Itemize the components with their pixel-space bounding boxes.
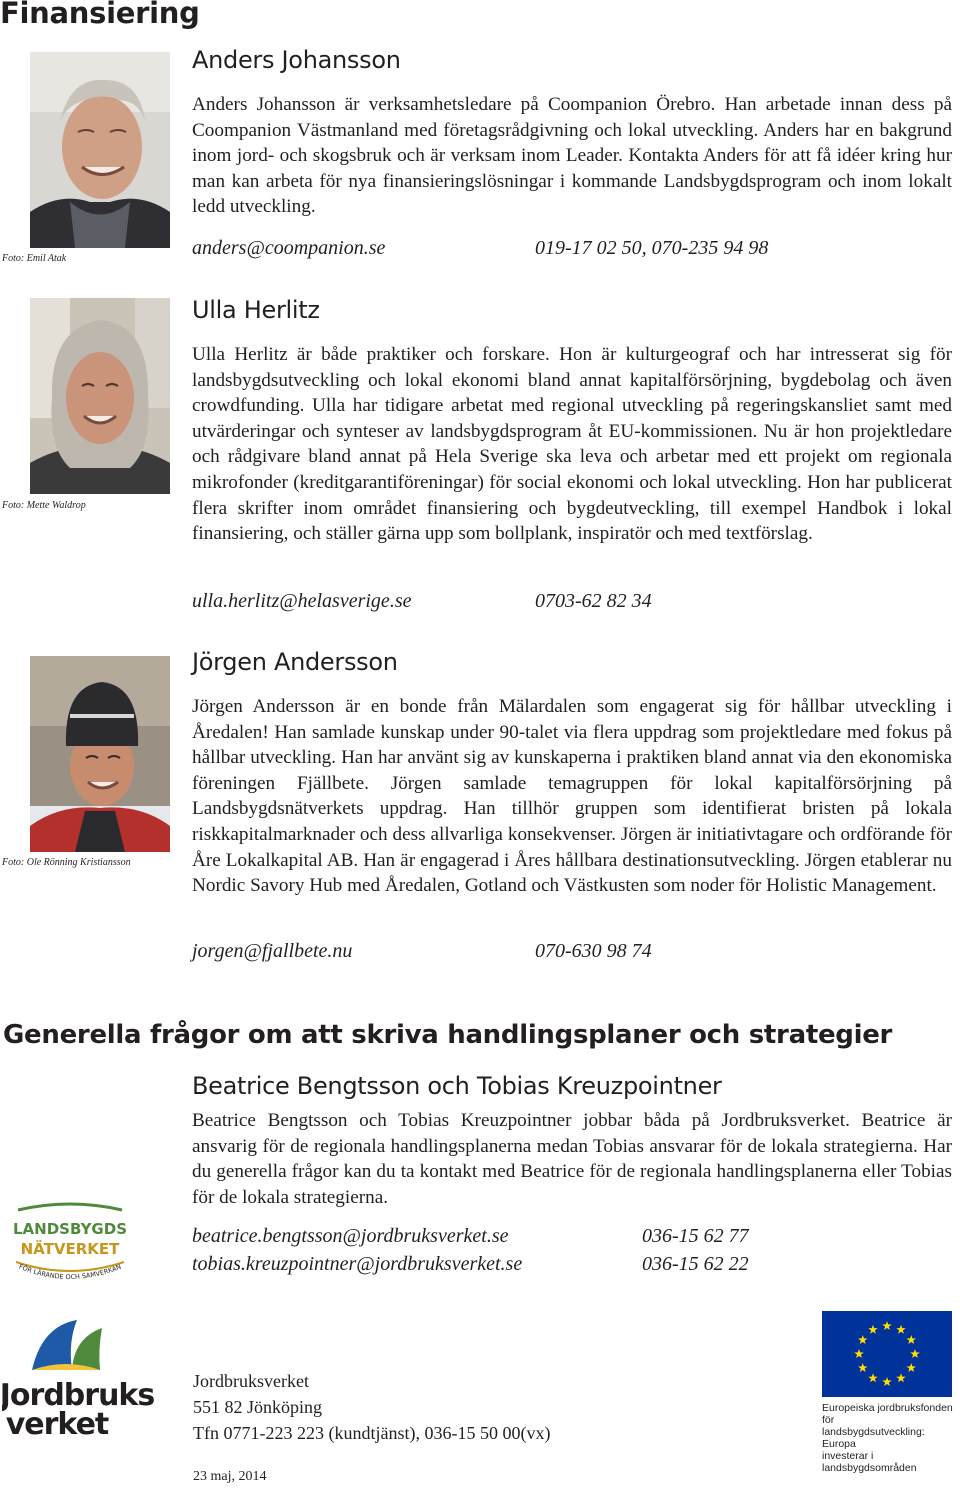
logo-wordmark-line1: Jordbruks xyxy=(2,1378,155,1413)
logo-wordmark-line2: verket xyxy=(5,1407,109,1440)
photo-anders-johansson xyxy=(30,52,170,248)
person-name: Ulla Herlitz xyxy=(192,296,320,324)
phone-number: 036-15 62 22 xyxy=(642,1253,749,1275)
email-link[interactable]: ulla.herlitz@helasverige.se xyxy=(192,590,412,612)
email-link[interactable]: jorgen@fjallbete.nu xyxy=(192,940,353,962)
logo-text-line1: LANDSBYGDS xyxy=(12,1220,128,1238)
portrait-illustration xyxy=(30,52,170,248)
eu-flag xyxy=(822,1311,952,1397)
document-date: 23 maj, 2014 xyxy=(193,1469,267,1484)
logo-text-line2: NÄTVERKET xyxy=(20,1240,120,1258)
photo-jorgen-andersson xyxy=(30,656,170,852)
footer-phone: Tfn 0771-223 223 (kundtjänst), 036-15 50 00(vx) xyxy=(193,1423,551,1443)
person-name: Beatrice Bengtsson och Tobias Kreuzpointner xyxy=(192,1072,722,1100)
photo-ulla-herlitz xyxy=(30,298,170,494)
eu-fund-text xyxy=(822,1402,958,1474)
footer-address xyxy=(193,1368,550,1446)
jordbruksverket-logo xyxy=(2,1318,157,1440)
eu-text-line: Europeiska jordbruksfonden för xyxy=(822,1402,953,1426)
portrait-illustration xyxy=(30,656,170,852)
person-bio: Ulla Herlitz är både praktiker och forskare. Hon är kulturgeograf och har intresserat sig för landsbygdsutveckling och lokal ekonomi bland annat kapitalförsörjning, bygdebolag och även crowdfunding. Ulla har tidigare arbetat med regional utveckling på regeringskansliet samt med utvärderingar och synteser av landsbygdsprogram åt EU-kommissionen. Nu är hon projektledare och rådgivare bland annat på Hela Sverige ska leva och arbetar med ett projekt om regionala mikrofonder (kreditgarantiföreningar) för social ekonomi och lokal utveckling. Hon har publicerat flera skrifter inom området finansiering och bygdeutveckling, till exempel Handbok i lokal finansiering, och ställer gärna upp som bollplank, inspiratör och med textförslag. xyxy=(192,344,952,545)
portrait-illustration xyxy=(30,298,170,494)
person-name: Jörgen Andersson xyxy=(192,648,398,676)
section-title-generella: Generella frågor om att skriva handlingsplaner och strategier xyxy=(3,1020,893,1050)
section-title-finansiering: Finansiering xyxy=(0,0,200,30)
email-link[interactable]: beatrice.bengtsson@jordbruksverket.se xyxy=(192,1225,509,1247)
person-name: Anders Johansson xyxy=(192,46,401,74)
footer-org: Jordbruksverket xyxy=(193,1371,309,1391)
footer-postal: 551 82 Jönköping xyxy=(193,1397,323,1417)
phone-number: 0703-62 82 34 xyxy=(535,590,652,612)
photo-credit: Foto: Ole Rönning Kristiansson xyxy=(2,857,131,868)
landsbygdsnatverket-logo xyxy=(8,1202,133,1292)
photo-credit: Foto: Mette Waldrop xyxy=(2,500,86,511)
eu-text-line: investerar i landsbygdsområden xyxy=(822,1450,917,1474)
person-bio: Anders Johansson är verksamhetsledare på Coompanion Örebro. Han arbetade innan dess på Coompanion Västmanland med företagsrådgivning och lokal utveckling. Anders har en bakgrund inom jord- och skogsbruk och är verksam inom Leader. Kontakta Anders för att få idéer kring hur man kan arbeta för nya finansieringslösningar i kommande Landsbygdsprogram och inom lokalt ledd utveckling. xyxy=(192,94,952,218)
person-bio: Jörgen Andersson är en bonde från Mälardalen som engagerat sig för hållbar utveckling i Åredalen! Han samlade kunskap under 90-talet via flera uppdrag som projektledare med fokus på hållbar utveckling. Han har använt sig av kunskaperna i praktiken bland annat via den ekonomiska föreningen Fjällbete. Jörgen samlade temagruppen för lokal kapitalförsörjning på Landsbygdsnätverkets uppdrag. Han tillhör gruppen som identifierat bristen på lokala riskkapitalmarknader och dess allvarliga konsekvenser. Jörgen är initiativtagare och ordförande för Åre Lokalkapital AB. Han är engagerad i Åres hållbara destinationsutveckling. Jörgen etablerar nu Nordic Savory Hub med Åredalen, Gotland och Västkusten som noder för Holistic Management. xyxy=(192,696,952,897)
phone-number: 019-17 02 50, 070-235 94 98 xyxy=(535,237,769,259)
phone-number: 036-15 62 77 xyxy=(642,1225,749,1247)
email-link[interactable]: anders@coompanion.se xyxy=(192,237,386,259)
logo-tagline: FÖR LÄRANDE OCH SAMVERKAN xyxy=(17,1262,123,1282)
phone-number: 070-630 98 74 xyxy=(535,940,652,962)
photo-credit: Foto: Emil Atak xyxy=(2,253,67,264)
email-link[interactable]: tobias.kreuzpointner@jordbruksverket.se xyxy=(192,1253,523,1275)
person-bio: Beatrice Bengtsson och Tobias Kreuzpointner jobbar båda på Jordbruksverket. Beatrice är ansvarig för de regionala handlingsplanerna medan Tobias ansvarar för de lokala strategierna. Har du generella frågor kan du ta kontakt med Beatrice för de regionala handlingsplanerna eller Tobias för de lokala strategierna. xyxy=(192,1110,952,1208)
eu-text-line: landsbygdsutveckling: Europa xyxy=(822,1426,925,1450)
